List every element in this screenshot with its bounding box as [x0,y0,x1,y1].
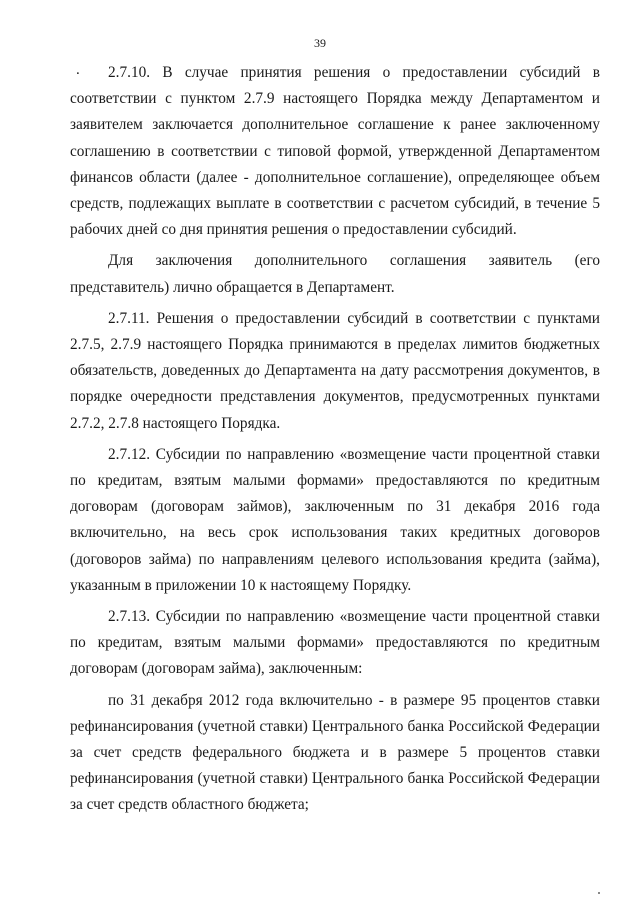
paragraph-additional-agreement: Для заключения дополнительного соглашения заявитель (его представитель) лично обращается в Департамент. [70,252,600,296]
document-body [70,60,600,824]
page-number: 39 [314,36,326,50]
paragraph-2-7-12: 2.7.12. Субсидии по направлению «возмещение части процентной ставки по кредитам, взятым малыми формами» предоставляются по кредитным договорам (договорам займов), заключенным по 31 декабря 2016 года включительно, на весь срок использования таких кредитных договоров (договоров займа) по направлениям целевого использования кредита (займа), указанным в приложении 10 к настоящему Порядку. [70,445,600,594]
paragraph-2-7-13: 2.7.13. Субсидии по направлению «возмещение части процентной ставки по кредитам, взятым малыми формами» предоставляются по кредитным договорам (договорам займа), заключенным: [70,608,600,678]
stray-mark: . [76,62,80,78]
scan-artifact [598,892,600,894]
paragraph-2012-rate: по 31 декабря 2012 года включительно - в размере 95 процентов ставки рефинансирования (учетной ставки) Центрального банка Российской Федерации за счет средств федерального бюджета и в размере 5 процентов ставки рефинансирования (учетной ставки) Центрального банка Российской Федерации за счет средств областного бюджета; [70,691,600,814]
paragraph-2-7-10: 2.7.10. В случае принятия решения о предоставлении субсидий в соответствии с пунктом 2.7.9 настоящего Порядка между Департаментом и заявителем заключается дополнительное соглашение к ранее заключенному соглашению в соответствии с типовой формой, утвержденной Департаментом финансов области (далее - дополнительное соглашение), определяющее объем средств, подлежащих выплате в соответствии с расчетом субсидий, в течение 5 рабочих дней со дня принятия решения о предоставлении субсидий. [70,64,600,239]
paragraph-2-7-11: 2.7.11. Решения о предоставлении субсидий в соответствии с пунктами 2.7.5, 2.7.9 настоящего Порядка принимаются в пределах лимитов бюджетных обязательств, доведенных до Департамента на дату рассмотрения документов, в порядке очередности представления документов, предусмотренных пунктами 2.7.2, 2.7.8 настоящего Порядка. [70,309,600,432]
